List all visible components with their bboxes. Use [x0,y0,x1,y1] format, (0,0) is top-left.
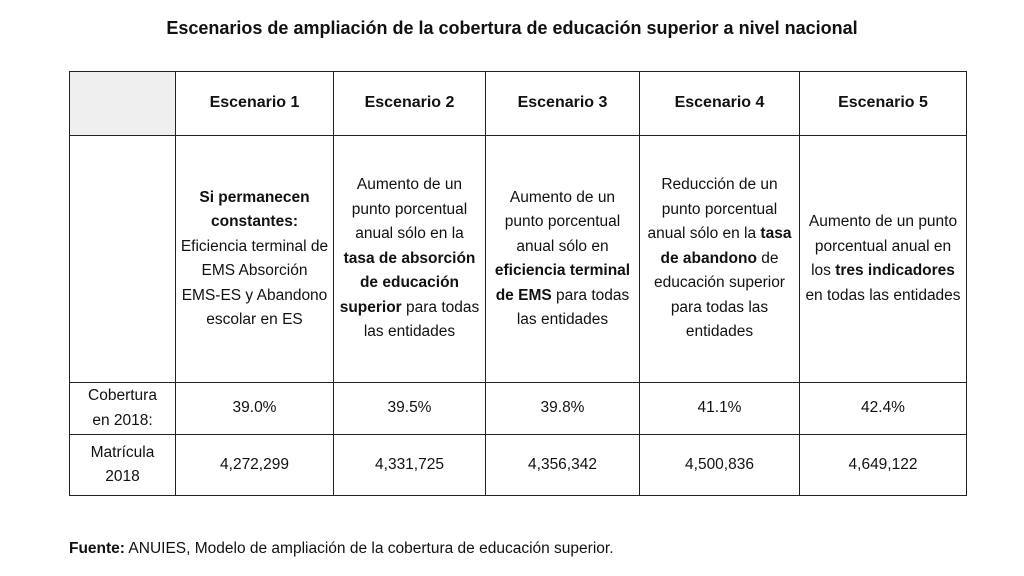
page-title: Escenarios de ampliación de la cobertura de educación superior a nivel nacional [166,18,858,38]
desc-1-part-1: Si permanecen constantes: [199,188,310,230]
coverage-value-1: 39.0% [176,383,334,435]
enrollment-value-4: 4,500,836 [640,435,800,496]
table-header-row [70,72,967,136]
coverage-value-4: 41.1% [640,383,800,435]
enrollment-label-line-2: 2018 [105,468,140,485]
description-row [70,136,967,383]
desc-5-part-1: Aumento de un punto porcentual anual en los [808,213,958,279]
header-escenario-4: Escenario 4 [640,72,800,136]
desc-4-part-3: de educación superior para todas las entidades [654,249,785,341]
desc-1-part-2: Eficiencia terminal de EMS Absorción EMS-ES y Abandono escolar en ES [180,237,329,328]
enrollment-value-2: 4,331,725 [334,435,486,496]
desc-4-part-2: tasa de abandono [660,225,792,267]
source-label: Fuente: [69,540,125,557]
desc-3-part-2: eficiencia terminal de EMS [494,262,631,304]
description-escenario-3 [486,136,640,383]
description-escenario-4 [640,136,800,383]
enrollment-row [70,435,967,496]
scenarios-table [69,71,967,496]
desc-2-part-3: para todas las entidades [363,298,480,341]
description-escenario-2 [334,136,486,383]
corner-cell [70,72,176,136]
desc-5-part-3: en todas las entidades [805,286,961,304]
header-escenario-1: Escenario 1 [176,72,334,136]
description-label-cell [70,136,176,383]
description-escenario-1 [176,136,334,383]
coverage-value-3: 39.8% [486,383,640,435]
enrollment-label [70,435,176,496]
desc-2-part-1: Aumento de un punto porcentual anual sólo en la [351,176,468,243]
header-escenario-3: Escenario 3 [486,72,640,136]
desc-3-part-3: para todas las entidades [516,286,630,328]
header-escenario-2: Escenario 2 [334,72,486,136]
coverage-value-2: 39.5% [334,383,486,435]
coverage-label-line-2: en 2018: [92,411,153,429]
coverage-label-line-1: Cobertura [88,387,157,404]
coverage-row [70,383,967,435]
desc-5-part-2: tres indicadores [835,262,955,279]
source-text: ANUIES, Modelo de ampliación de la cobertura de educación superior. [124,540,614,557]
source-note [69,540,614,558]
enrollment-value-3: 4,356,342 [486,435,640,496]
desc-2-part-2: tasa de absorción de educación superior [339,249,476,316]
desc-3-part-1: Aumento de un punto porcentual anual sólo en [504,188,621,255]
enrollment-label-line-1: Matrícula [90,443,155,461]
enrollment-value-1: 4,272,299 [176,435,334,496]
description-escenario-5 [800,136,967,383]
header-escenario-5: Escenario 5 [800,72,967,136]
enrollment-value-5: 4,649,122 [800,435,967,496]
coverage-value-5: 42.4% [800,383,967,435]
coverage-label [70,383,176,435]
desc-4-part-1: Reducción de un punto porcentual anual sólo en la [647,176,778,243]
